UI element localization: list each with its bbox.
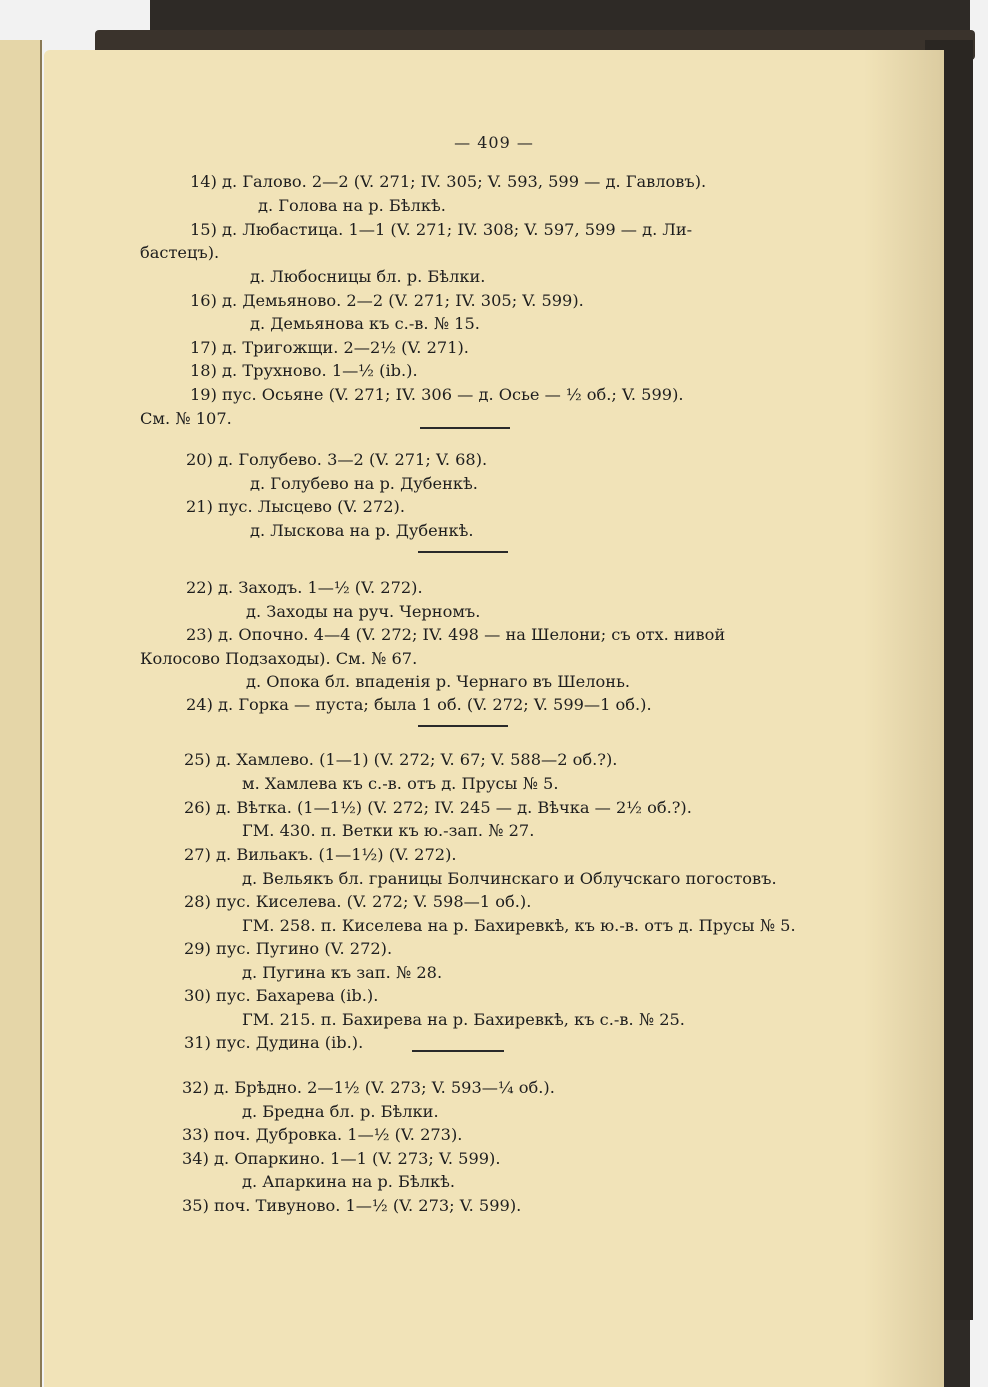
entry-19-cont: См. № 107. [140,409,232,428]
entry-20: 20) д. Голубево. 3—2 (V. 271; V. 68). [186,450,488,469]
entry-29-note: д. Пугина къ зап. № 28. [242,963,443,982]
entry-20-note: д. Голубево на р. Дубенкѣ. [250,474,478,493]
entry-33: 33) поч. Дубровка. 1—½ (V. 273). [182,1125,463,1144]
entry-34: 34) д. Опаркино. 1—1 (V. 273; V. 599). [182,1149,501,1168]
entry-32-note: д. Бредна бл. р. Бѣлки. [242,1102,439,1121]
entry-19: 19) пус. Осьяне (V. 271; IV. 306 — д. Осье — ½ об.; V. 599). [190,385,684,404]
entry-15: 15) д. Любастица. 1—1 (V. 271; IV. 308; V. 597, 599 — д. Ли- [190,220,693,239]
section-divider [412,1050,504,1052]
entry-25: 25) д. Хамлево. (1—1) (V. 272; V. 67; V. 588—2 об.?). [184,750,618,769]
entry-25-note: м. Хамлева къ с.-в. отъ д. Прусы № 5. [242,774,559,793]
page-shading [864,50,944,1387]
entry-14-note: д. Голова на р. Бѣлкѣ. [258,196,446,215]
entry-23-cont: Колосово Подзаходы). См. № 67. [140,649,418,668]
entry-27-note: д. Вельякъ бл. границы Болчинскаго и Облучскаго погостовъ. [242,869,777,888]
entry-35: 35) поч. Тивуново. 1—½ (V. 273; V. 599). [182,1196,522,1215]
entry-28: 28) пус. Киселева. (V. 272; V. 598—1 об.). [184,892,532,911]
entry-16-note: д. Демьянова къ с.-в. № 15. [250,314,480,333]
book-page [44,50,944,1387]
entry-15-cont: бастецъ). [140,243,220,262]
section-divider [418,725,508,727]
entry-28-note: ГМ. 258. п. Киселева на р. Бахиревкѣ, къ ю.-в. отъ д. Прусы № 5. [242,916,796,935]
entry-15-note: д. Любосницы бл. р. Бѣлки. [250,267,486,286]
entry-31: 31) пус. Дудина (ib.). [184,1033,364,1052]
entry-17: 17) д. Тригожщи. 2—2½ (V. 271). [190,338,469,357]
entry-21-note: д. Лыскова на р. Дубенкѣ. [250,521,474,540]
entry-27: 27) д. Вильакъ. (1—1½) (V. 272). [184,845,457,864]
entry-22: 22) д. Заходъ. 1—½ (V. 272). [186,578,423,597]
entry-23: 23) д. Опочно. 4—4 (V. 272; IV. 498 — на Шелони; съ отх. нивой [186,625,726,644]
entry-29: 29) пус. Пугино (V. 272). [184,939,393,958]
entry-18: 18) д. Трухново. 1—½ (ib.). [190,361,418,380]
left-page-edge [0,40,42,1387]
entry-22-note: д. Заходы на руч. Черномъ. [246,602,481,621]
section-divider [418,551,508,553]
entry-21: 21) пус. Лысцево (V. 272). [186,497,406,516]
entry-14: 14) д. Галово. 2—2 (V. 271; IV. 305; V. 593, 599 — д. Гавловъ). [190,172,707,191]
entry-23-note: д. Опока бл. впаденія р. Чернаго въ Шелонь. [246,672,631,691]
section-divider [420,427,510,429]
entry-26-note: ГМ. 430. п. Ветки къ ю.-зап. № 27. [242,821,535,840]
entry-24: 24) д. Горка — пуста; была 1 об. (V. 272; V. 599—1 об.). [186,695,652,714]
entry-30-note: ГМ. 215. п. Бахирева на р. Бахиревкѣ, къ с.-в. № 25. [242,1010,685,1029]
entry-26: 26) д. Вѣтка. (1—1½) (V. 272; IV. 245 — д. Вѣчка — 2½ об.?). [184,798,692,817]
entry-34-note: д. Апаркина на р. Бѣлкѣ. [242,1172,456,1191]
entry-32: 32) д. Брѣдно. 2—1½ (V. 273; V. 593—¼ об.). [182,1078,555,1097]
entry-16: 16) д. Демьяново. 2—2 (V. 271; IV. 305; V. 599). [190,291,584,310]
entry-30: 30) пус. Бахарева (ib.). [184,986,379,1005]
page-number: — 409 — [454,133,534,152]
